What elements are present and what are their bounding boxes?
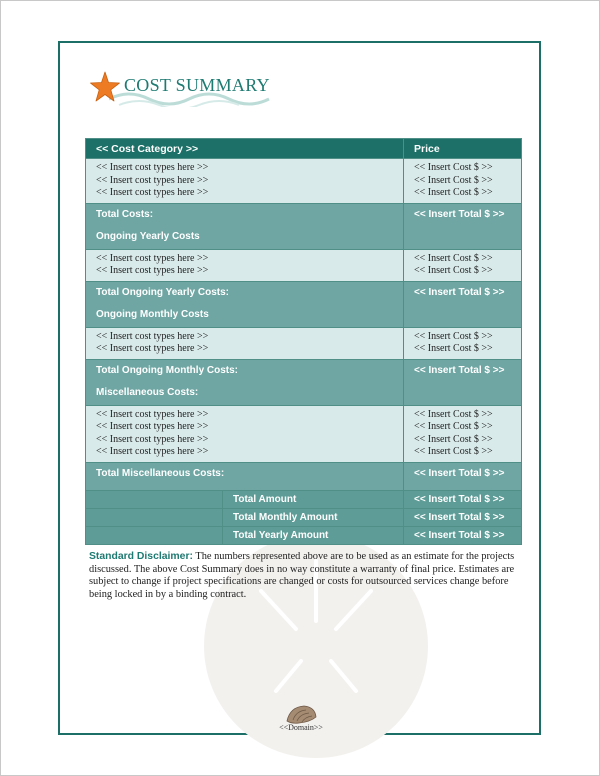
total-label-cell [86,281,404,327]
cost-value-placeholder: << Insert Cost $ >> [414,174,493,186]
seashell-icon [284,703,318,725]
header-category: << Cost Category >> [86,139,404,159]
cost-value-placeholder: << Insert Cost $ >> [414,330,493,342]
summary-label: Total Yearly Amount [233,529,329,541]
summary-label-wrap [86,491,403,508]
cost-type-placeholder: << Insert cost types here >> [96,187,209,198]
total-row [86,281,522,327]
page-title: COST SUMMARY [124,75,270,95]
cost-type-placeholder: << Insert cost types here >> [96,446,209,457]
summary-label: Total Amount [233,493,297,505]
cost-value-placeholder: << Insert Cost $ >> [414,252,493,264]
total-row [86,203,522,249]
total-label-cell [86,359,404,405]
item-cell [86,405,404,462]
disclaimer-paragraph [89,551,517,601]
summary-blank-cell [86,509,223,526]
summary-blank-cell [86,527,223,544]
summary-row [86,490,522,508]
section-heading: Ongoing Yearly Costs [96,230,200,242]
total-label-cell [86,462,404,490]
total-label-cell [86,203,404,249]
cost-type-placeholder: << Insert cost types here >> [96,265,209,276]
total-value: << Insert Total $ >> [414,364,505,376]
summary-value: << Insert Total $ >> [404,508,522,526]
cost-type-placeholder: << Insert cost types here >> [96,330,209,342]
cost-value-placeholder: << Insert Cost $ >> [414,162,493,173]
price-cell [404,405,522,462]
cost-type-placeholder: << Insert cost types here >> [96,343,209,354]
header-price: Price [404,139,522,159]
cost-value-placeholder: << Insert Cost $ >> [414,187,493,198]
summary-label-cell [86,526,404,544]
section-heading: Miscellaneous Costs: [96,386,199,398]
total-label: Total Ongoing Yearly Costs: [96,286,229,298]
cost-type-placeholder: << Insert cost types here >> [96,174,209,186]
summary-row [86,508,522,526]
summary-label-wrap [86,509,403,526]
footer-domain: <<Domain>> [279,723,323,732]
cost-value-placeholder: << Insert Cost $ >> [414,421,493,432]
total-value: << Insert Total $ >> [414,467,505,479]
table-header-row [86,139,522,159]
cost-value-placeholder: << Insert Cost $ >> [414,343,493,354]
document-header [89,71,289,111]
price-cell [404,159,522,204]
cost-value-placeholder: << Insert Cost $ >> [414,265,493,276]
summary-label-cell [86,490,404,508]
summary-value: << Insert Total $ >> [404,490,522,508]
cost-value-placeholder: << Insert Cost $ >> [414,408,493,420]
total-label: Total Miscellaneous Costs: [96,467,225,479]
summary-row [86,526,522,544]
total-value: << Insert Total $ >> [414,208,505,220]
total-row [86,359,522,405]
summary-label-cell [86,508,404,526]
starfish-icon [89,71,121,103]
cost-summary-table [85,138,522,545]
total-value-cell [404,281,522,327]
item-row [86,249,522,281]
item-row [86,327,522,359]
item-cell [86,159,404,204]
price-cell [404,249,522,281]
cost-value-placeholder: << Insert Cost $ >> [414,433,493,445]
total-label: Total Costs: [96,208,154,220]
cost-type-placeholder: << Insert cost types here >> [96,162,209,173]
cost-table-body [86,139,522,545]
item-row [86,405,522,462]
cost-type-placeholder: << Insert cost types here >> [96,252,209,264]
summary-label: Total Monthly Amount [233,511,338,523]
total-value-cell [404,359,522,405]
total-row [86,462,522,490]
cost-type-placeholder: << Insert cost types here >> [96,421,209,432]
total-label: Total Ongoing Monthly Costs: [96,364,239,376]
summary-blank-cell [86,491,223,508]
cost-value-placeholder: << Insert Cost $ >> [414,446,493,457]
item-row [86,159,522,204]
disclaimer-text: The numbers represented above are to be used as an estimate for the projects discussed. The above Cost Summary does in no way constitute a warranty of final price. Estimates are subject to change if project specifications are changed or costs for outsourced services change before being locked in by a binding contract. [89,551,515,600]
section-heading: Ongoing Monthly Costs [96,308,209,320]
cost-type-placeholder: << Insert cost types here >> [96,408,209,420]
disclaimer-label: Standard Disclaimer: [89,551,193,562]
total-value-cell [404,203,522,249]
item-cell [86,327,404,359]
summary-value: << Insert Total $ >> [404,526,522,544]
total-value: << Insert Total $ >> [414,286,505,298]
total-value-cell [404,462,522,490]
item-cell [86,249,404,281]
cost-type-placeholder: << Insert cost types here >> [96,433,209,445]
price-cell [404,327,522,359]
summary-label-wrap [86,527,403,544]
